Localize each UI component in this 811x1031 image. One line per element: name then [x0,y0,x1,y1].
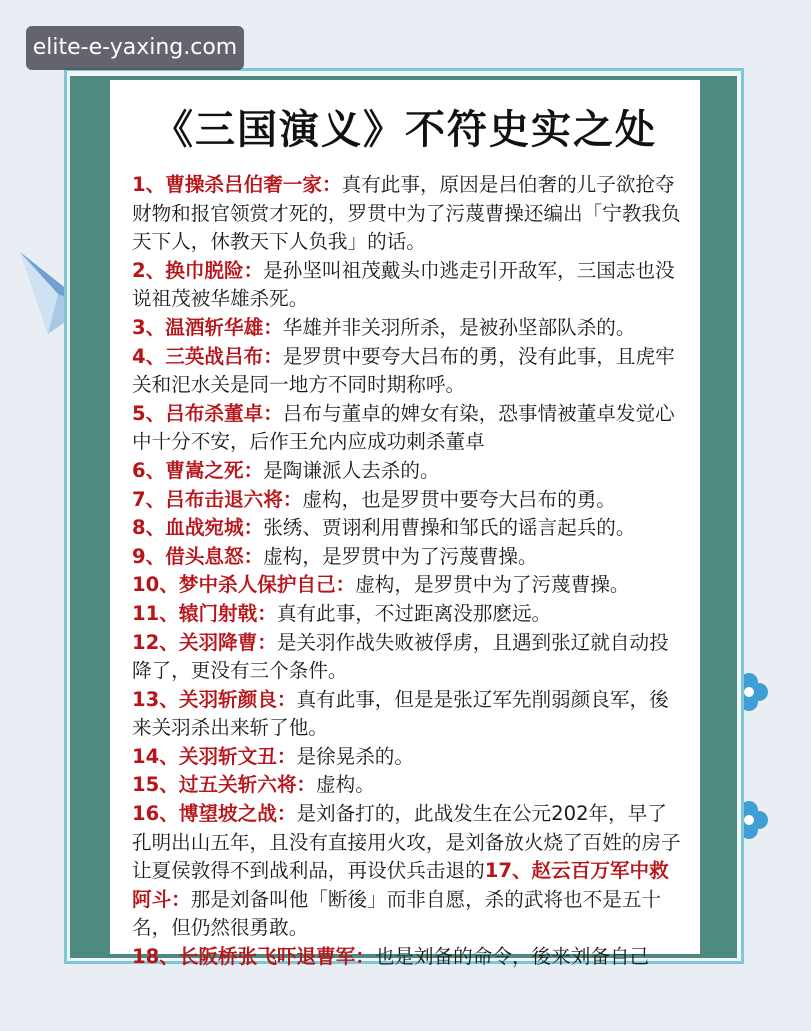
list-item [132,457,682,486]
list-item [132,343,682,400]
list-item [132,686,682,743]
entry-label: 5、吕布杀董卓： [132,401,283,425]
entry-label: 11、辕门射戟： [132,601,277,625]
list-item [132,743,682,772]
entry-text: 是罗贯中要夸大吕布的勇，没有此事，且虎牢关和汜水关是同一地方不同时期称呼。 [132,344,675,397]
entry-text: 那是刘备叫他「断後」而非自愿，杀的武将也不是五十名，但仍然很勇敢。 [132,887,662,940]
entry-text: 也是刘备的命令，後来刘备自己 [374,945,650,969]
entry-label: 10、梦中杀人保护自己： [132,573,356,597]
list-item [132,257,682,314]
page-title: 《三国演义》不符史实之处 [153,106,657,153]
entry-text: 是孙坚叫祖茂戴头巾逃走引开敌军，三国志也没说祖茂被华雄杀死。 [132,258,675,311]
list-item [132,314,682,343]
entry-label: 6、曹嵩之死： [132,458,264,482]
list-item [132,629,682,686]
list-item [132,600,682,629]
entry-label: 7、吕布击退六将： [132,487,303,511]
entry-label: 3、温酒斩华雄： [132,315,283,339]
entry-label: 17、赵云百万军中救阿斗： [132,859,669,911]
entry-label: 4、三英战吕布： [132,344,283,368]
entry-text: 是关羽作战失败被俘虏，且遇到张辽就自动投降了，更没有三个条件。 [132,630,669,683]
entry-label: 14、关羽斩文丑： [132,744,297,768]
watermark: elite-e-yaxing.com [26,26,244,70]
entry-text: 张绣、贾诩利用曹操和邹氏的谣言起兵的。 [263,516,636,540]
list-item [132,400,682,457]
list-item [132,486,682,515]
entry-text: 真有此事，原因是吕伯奢的儿子欲抢夺财物和报官领赏才死的，罗贯中为了污蔑曹操还编出「宁教我负天下人，休教天下人负我」的话。 [132,173,681,254]
entry-text: 吕布与董卓的婢女有染，恐事情被董卓发觉心中十分不安，后作王允内应成功刺杀董卓 [132,401,675,454]
list-item [132,771,682,800]
entry-label: 18、长阪桥张飞吓退曹军： [132,945,375,969]
entry-text: 虚构，也是罗贯中要夸大吕布的勇。 [302,487,616,511]
list-item [132,514,682,543]
entry-text: 是徐晃杀的。 [296,744,414,768]
list-item [132,543,682,572]
entry-label: 15、过五关斩六将： [132,773,317,797]
list-item [132,571,682,600]
entry-label: 16、博望坡之战： [132,802,297,826]
entry-list [110,171,700,972]
entry-text: 虚构。 [316,773,375,797]
entry-label: 13、关羽斩颜良： [132,687,297,711]
list-item [132,800,682,943]
entry-text: 是陶谦派人去杀的。 [263,458,440,482]
entry-label: 2、换巾脱险： [132,258,264,282]
entry-text: 虚构，是罗贯中为了污蔑曹操。 [263,544,538,568]
list-item [132,943,682,972]
list-item [132,171,682,257]
entry-label: 9、借头息怒： [132,544,264,568]
entry-text: 真有此事，但是是张辽军先削弱颜良军，後来关羽杀出来斩了他。 [132,687,669,740]
entry-label: 12、关羽降曹： [132,630,277,654]
entry-label: 8、血战宛城： [132,516,264,540]
entry-label: 1、曹操杀吕伯奢一家： [132,173,342,196]
entry-text: 是刘备打的，此战发生在公元202年，早了孔明出山五年，且没有直接用火攻，是刘备放火烧了百姓的房子让夏侯敦得不到战利品，再设伏兵击退的 [132,802,681,883]
entry-text: 真有此事，不过距离没那麽远。 [276,601,552,625]
document-paper [110,80,700,969]
entry-text: 虚构，是罗贯中为了污蔑曹操。 [355,573,630,597]
entry-text: 华雄并非关羽所杀，是被孙坚部队杀的。 [282,315,636,339]
